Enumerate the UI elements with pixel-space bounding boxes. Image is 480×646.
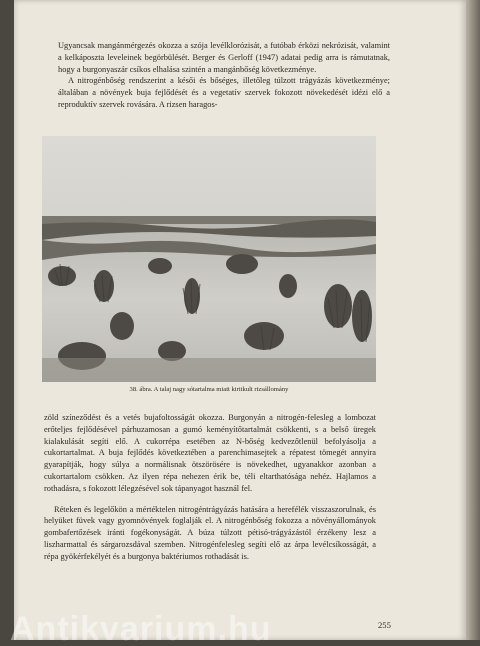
paragraph-nitrogen-intro: A nitrogénbőség rendszerint a késői és bőséges, illetőleg túlzott trágyázás következménye; általában a növények buja fejlődését és a vegetatív szervek fokozott növekedését idézi elő a reproduktív szervek rovására. A rizsen haragos-	[58, 76, 390, 109]
rice-field-photo	[42, 136, 376, 382]
page-edge	[466, 0, 480, 640]
bottom-text-block	[44, 412, 376, 563]
rice-field-image	[42, 136, 376, 382]
top-text-block	[58, 40, 390, 111]
paragraph-manganese: Ugyancsak mangánmérgezés okozza a szója levélklorózisát, a futóbab érközi nekrózisát, valamint a kelkáposzta leveleinek begörbülését. Berger és Gerloff (1947) adatai pedig arra is rámutatnak, hogy a burgonyaszár csíkos elhalása szintén a mangánbőség következménye.	[58, 41, 390, 74]
paragraph-meadows: Réteken és legelőkön a mértéktelen nitrogéntrágyázás hatására a herefélék visszaszorulnak, és helyüket füvek vagy gyomnövények foglalják el. A nitrogénbőség fokozza a növényállományok gombafertőzések iránti fogékonyságát. A búza túlzott pétisó-trágyázástól érzékeny lesz a liszharmattal és sárgarozsdával szemben. Nitrogénfelesleg segíti elő az árpa levélcsíkosságát, a répa gyökérfekélyét és a burgonya baktériumos rothadását is.	[44, 504, 376, 561]
paragraph-nitrogen-effects: zöld színeződést és a vetés bujafoltosságát okozza. Burgonyán a nitrogén-felesleg a lombozat erőteljes fejlődésével párhuzamosan a gumó keményítőtartalmát csökkenti, s a belső üregek kialakulását segíti elő. A cukorrépa esetében az N-bőség kedvezőtlenül befolyásolja a cukortartalmat. A buja fejlődés következtében a parenchimasejtek a répatest tömegét annyira gyarapítják, hogy súlya a normálisnak ötszörösére is növekedhet, ugyanakkor azonban a cukortartalom csökken. Az ilyen répa nehezen érik be, téli eltarthatósága nehéz. Hajlamos a rothadásra, s fokozott lélegzésével sok tápanyagot használ fel.	[44, 413, 376, 493]
watermark: Antikvarium.hu	[10, 610, 272, 646]
figure-caption: 38. ábra. A talaj nagy sótartalma miatt kiritkult rizsállomány	[129, 386, 289, 393]
page-number: 255	[378, 620, 391, 630]
